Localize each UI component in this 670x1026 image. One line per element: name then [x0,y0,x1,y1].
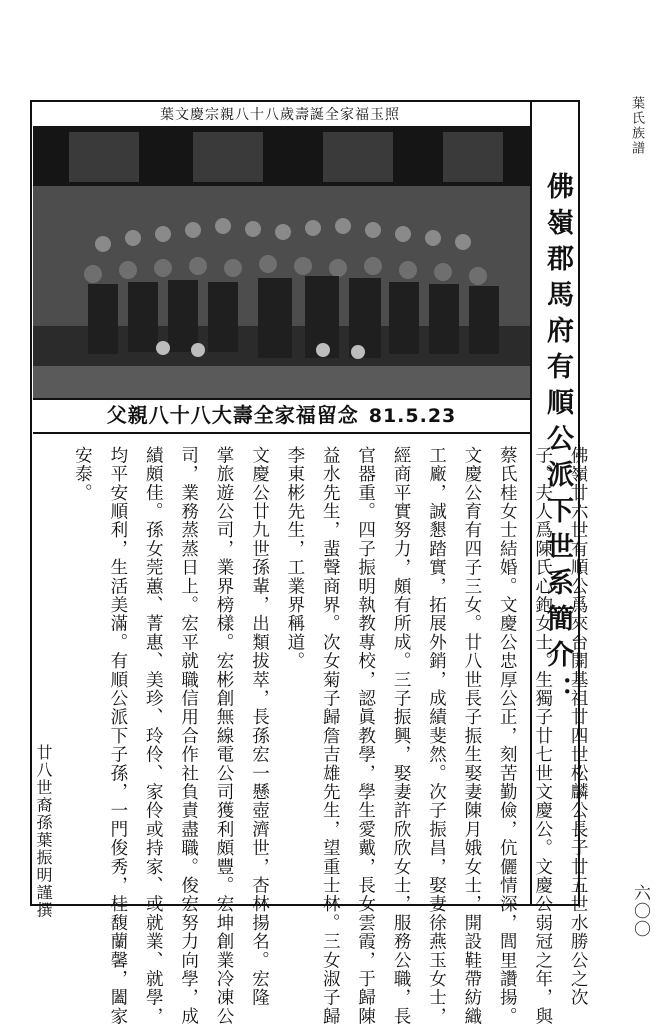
page-number: 六〇〇 [630,884,650,938]
photo-banner [33,398,530,434]
section-title: 佛嶺郡馬府有順公派下世系簡介： [542,172,573,712]
body-column: 經商平實努力，頗有所成。三子振興，娶妻許欣欣女士，服務公職，長 [391,446,412,1026]
body-column: 均平安順利，生活美滿。有順公派下子孫，一門俊秀，桂馥蘭馨，闔家 [107,446,128,1026]
body-column: 蔡氏桂女士結婚。文慶公忠厚公正，刻苦勤儉，伉儷情深，閭里讚揚。 [497,446,518,1026]
body-column: 司，業務蒸蒸日上。宏平就職信用合作社負責盡職。俊宏努力向學，成 [178,446,199,1026]
body-column: 子。夫人爲陳氏心鉋女士。生獨子廿七世文慶公。文慶公弱冠之年，與 [532,446,553,1026]
body-column: 文慶公育有四子三女。廿八世長子振生娶妻陳月娥女士，開設鞋帶紡織 [461,446,482,1026]
body-column: 益水先生，蜚聲商界。次女菊子歸詹吉雄先生，望重士林。三女淑子歸 [320,446,341,1026]
body-column: 安泰。 [72,446,93,503]
body-column: 官器重。四子振明執教專校，認眞教學，學生愛戴，長女雲霞，于歸陳 [355,446,376,1026]
photo-caption: 葉文慶宗親八十八歲壽誕全家福玉照 [160,107,400,123]
body-column: 掌旅遊公司，業界榜樣。宏彬創無線電公司獲利頗豐。宏坤創業冷凍公 [214,446,235,1026]
body-column: 文慶公廿九世孫輩，出類拔萃，長孫宏一懸壺濟世，杏林揚名。宏隆 [249,446,270,1007]
body-column: 工廠，誠懇踏實，拓展外銷，成績斐然。次子振昌，娶妻徐燕玉女士， [426,446,447,1026]
body-column: 佛嶺廿六世有順公爲來台開基祖廿四世松麟公長子廿五世水勝公之次 [568,446,589,1007]
body-text [64,446,595,1026]
family-register-label: 葉氏族譜 [629,96,644,156]
photo-banner-date: 81.5.23 [368,405,457,427]
family-photo [33,126,530,400]
author-signature: 廿八世裔孫葉振明謹撰 [34,744,53,919]
body-column: 績頗佳。孫女莞蕙、菁惠、美珍、玲伶、家伶或持家、或就業、就學， [143,446,164,1026]
photo-banner-text: 父親八十八大壽全家福留念 [106,403,359,427]
body-column: 李東彬先生，工業界稱道。 [284,446,305,671]
